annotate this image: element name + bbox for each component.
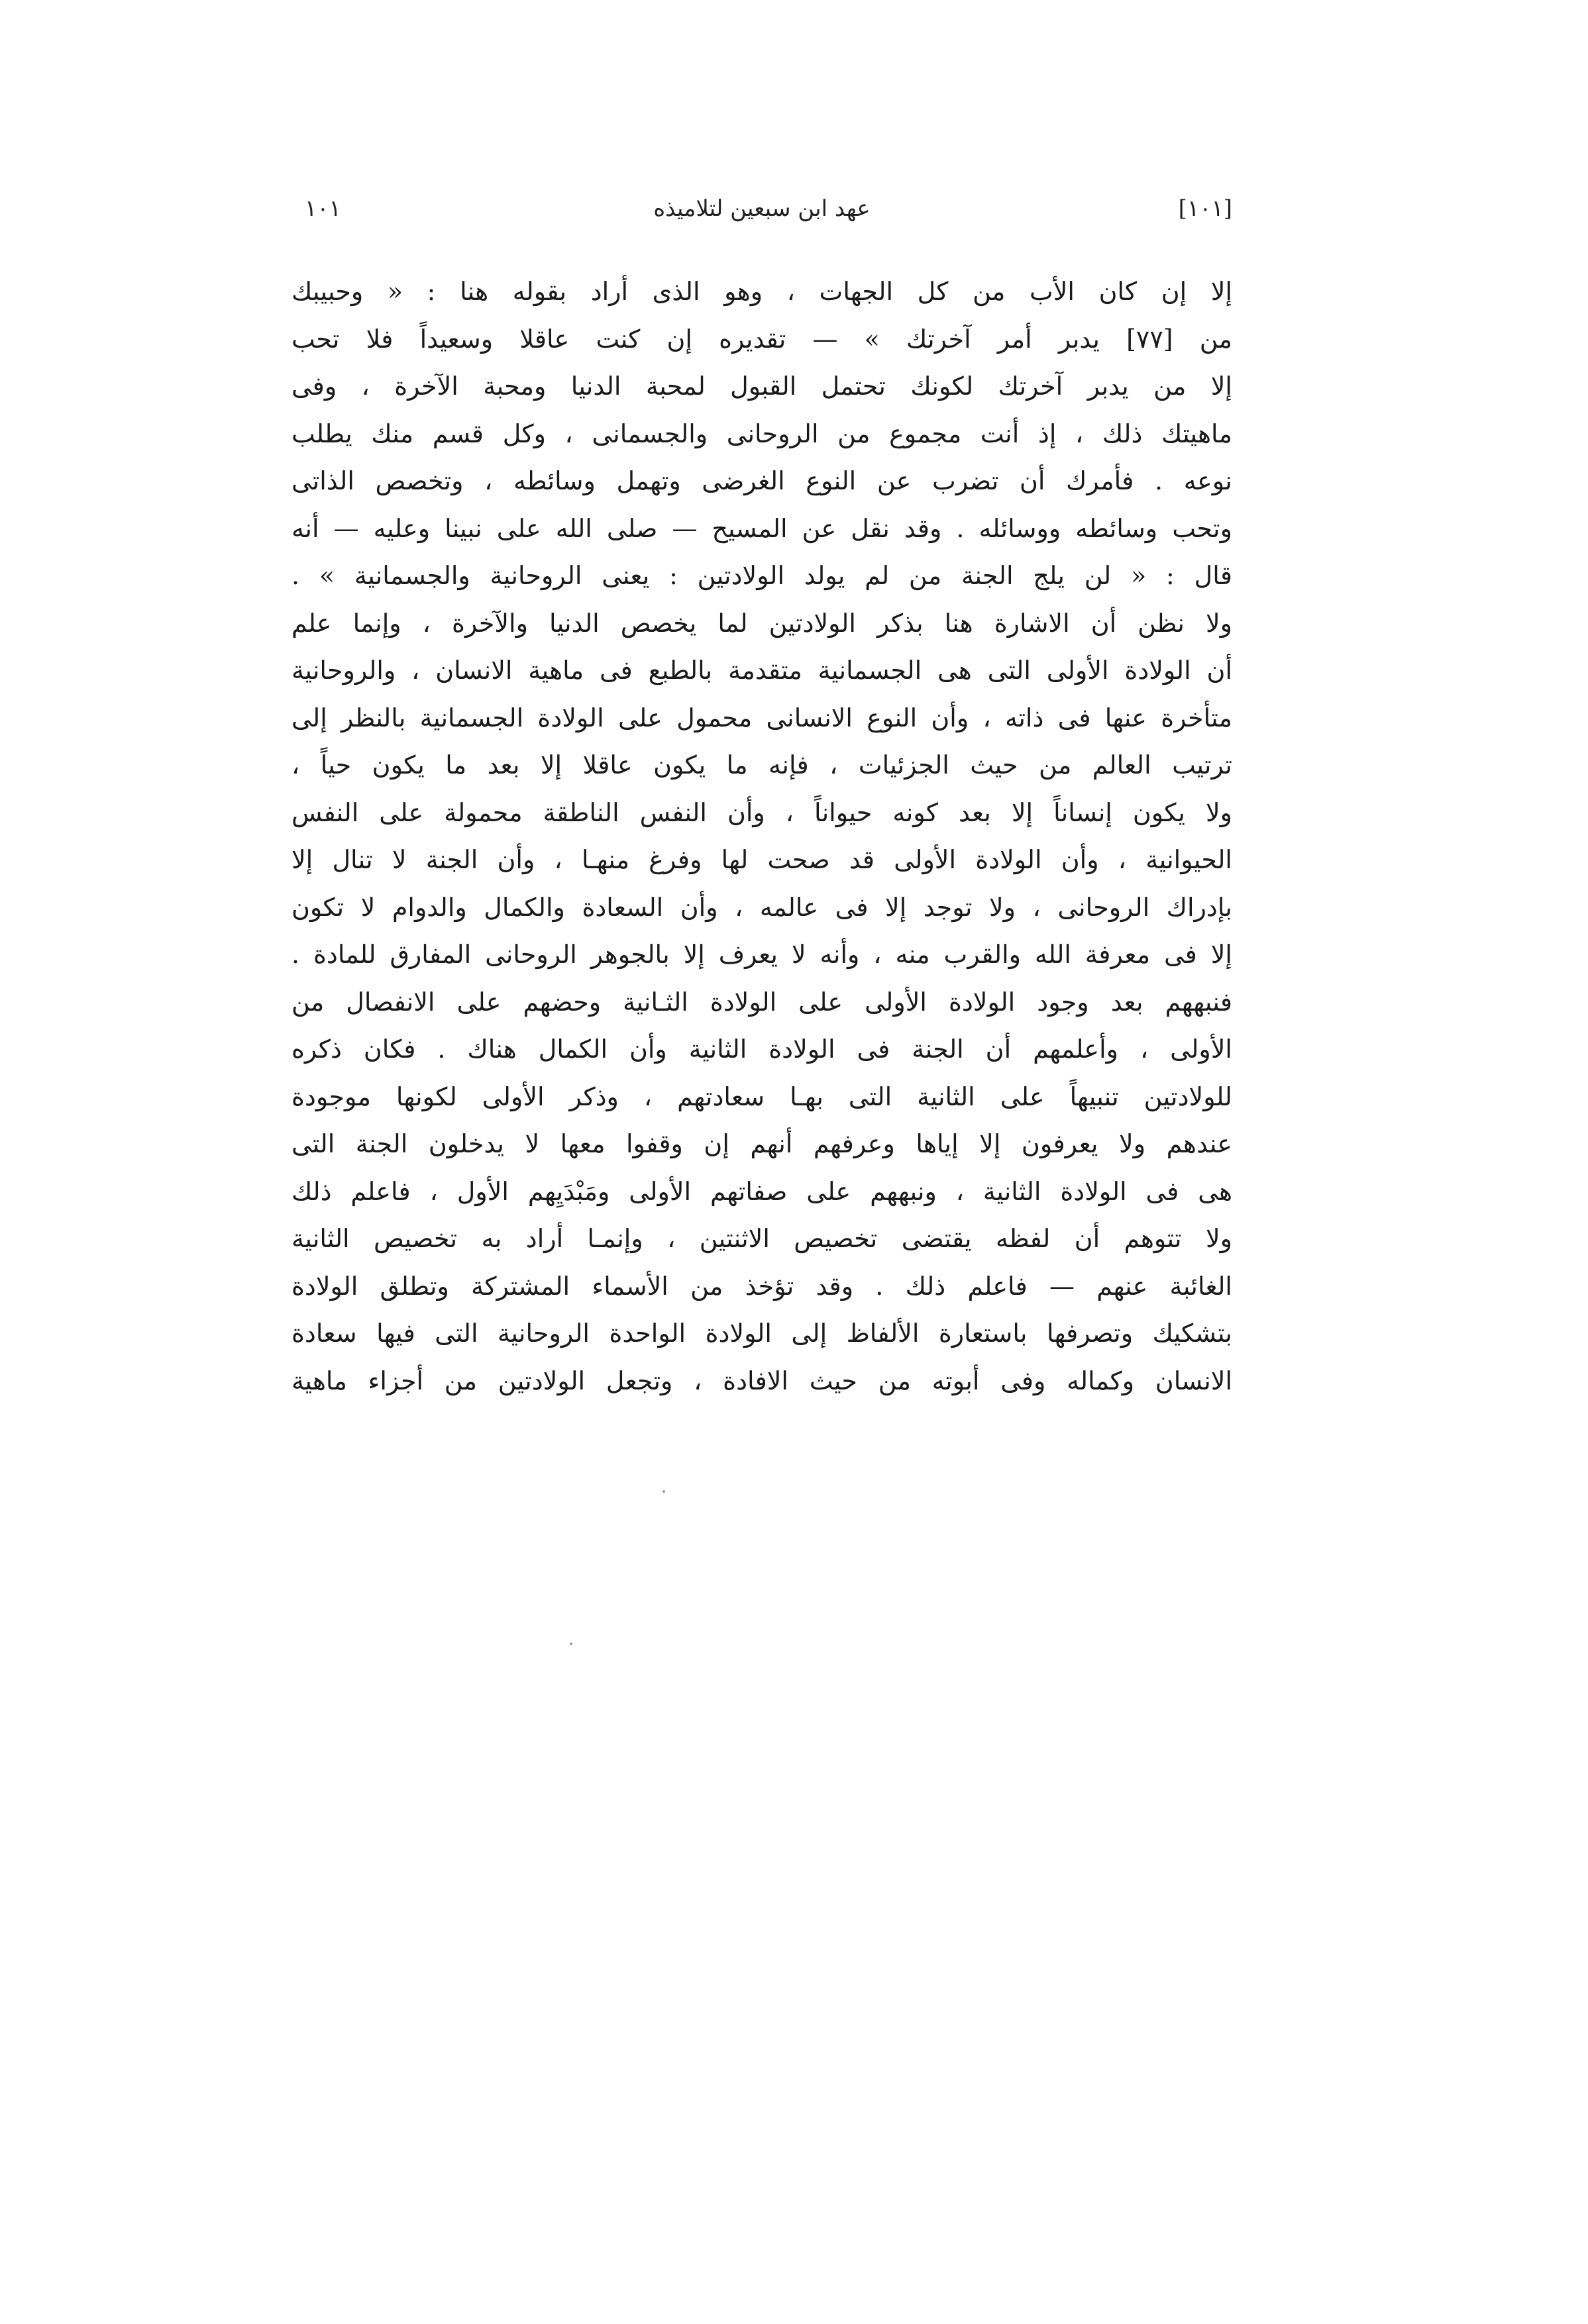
text-line: بتشكيك وتصرفها باستعارة الألفاظ إلى الولادة الواحدة الروحانية التى فيها سعادة (291, 1319, 1232, 1348)
text-line: ولا تتوهم أن لفظه يقتضى تخصيص الاثنتين ، وإنمـا أراد به تخصيص الثانية (291, 1224, 1232, 1253)
text-line: متأخرة عنها فى ذاته ، وأن النوع الانسانى محمول على الولادة الجسمانية بالنظر إلى (291, 703, 1232, 733)
text-line: الحيوانية ، وأن الولادة الأولى قد صحت لها وفرغ منهـا ، وأن الجنة لا تنال إلا (291, 845, 1232, 874)
text-line: عندهم ولا يعرفون إلا إياها وعرفهم أنهم إن وقفوا معها لا يدخلون الجنة التى (291, 1129, 1232, 1158)
text-line: للولادتين تنبيهاً على الثانية التى بهـا سعادتهم ، وذكر الأولى لكونها موجودة (291, 1082, 1232, 1111)
scan-speck (662, 1490, 665, 1493)
text-line: ولا نظن أن الاشارة هنا بذكر الولادتين لما يخصص الدنيا والآخرة ، وإنما علم (291, 608, 1232, 638)
text-line: إلا فى معرفة الله والقرب منه ، وأنه لا يعرف إلا بالجوهر الروحانى المفارق للمادة . (291, 940, 1232, 969)
page-number: ١٠١ (305, 195, 341, 222)
text-line: إلا إن كان الأب من كل الجهات ، وهو الذى أراد بقوله هنا : « وحبيبك (291, 277, 1232, 306)
text-line: هى فى الولادة الثانية ، ونبههم على صفاتهم الأولى ومَبْدَيِهم الأول ، فاعلم ذلك (291, 1176, 1232, 1206)
text-line: نوعه . فأمرك أن تضرب عن النوع الغرضى وتهمل وسائطه ، وتخصص الذاتى (291, 466, 1232, 495)
text-line: من [٧٧] يدبر أمر آخرتك » — تقديره إن كنت عاقلا وسعيداً فلا تحب (291, 324, 1232, 354)
text-line: ماهيتك ذلك ، إذ أنت مجموع من الروحانى والجسمانى ، وكل قسم منك يطلب (291, 419, 1232, 448)
text-line: إلا من يدبر آخرتك لكونك تحتمل القبول لمحبة الدنيا ومحبة الآخرة ، وفى (291, 372, 1232, 401)
scan-speck (570, 1642, 572, 1645)
text-line: فنبههم بعد وجود الولادة الأولى على الولادة الثـانية وحضهم على الانفصال من (291, 987, 1232, 1017)
bracketed-page-number: [١٠١] (1178, 195, 1232, 222)
running-head (291, 195, 1232, 235)
text-line: قال : « لن يلج الجنة من لم يولد الولادتين : يعنى الروحانية والجسمانية » . (291, 561, 1232, 590)
body-text (291, 268, 1232, 1405)
text-line: ترتيب العالم من حيث الجزئيات ، فإنه ما يكون عاقلا إلا بعد ما يكون حياً ، (291, 750, 1232, 780)
text-line: أن الولادة الأولى التى هى الجسمانية متقدمة بالطبع فى ماهية الانسان ، والروحانية (291, 656, 1232, 685)
text-line: الأولى ، وأعلمهم أن الجنة فى الولادة الثانية وأن الكمال هناك . فكان ذكره (291, 1035, 1232, 1064)
text-line: وتحب وسائطه ووسائله . وقد نقل عن المسيح — صلى الله على نبينا وعليه — أنه (291, 513, 1232, 543)
text-line: الانسان وكماله وفى أبوته من حيث الافادة ، وتجعل الولادتين من أجزاء ماهية (291, 1366, 1232, 1395)
text-line: بإدراك الروحانى ، ولا توجد إلا فى عالمه ، وأن السعادة والكمال والدوام لا تكون (291, 892, 1232, 922)
running-title: عهد ابن سبعين لتلاميذه (653, 195, 871, 222)
text-line: الغائبة عنهم — فاعلم ذلك . وقد تؤخذ من الأسماء المشتركة وتطلق الولادة (291, 1271, 1232, 1301)
text-line: ولا يكون إنساناً إلا بعد كونه حيواناً ، وأن النفس الناطقة محمولة على النفس (291, 797, 1232, 827)
